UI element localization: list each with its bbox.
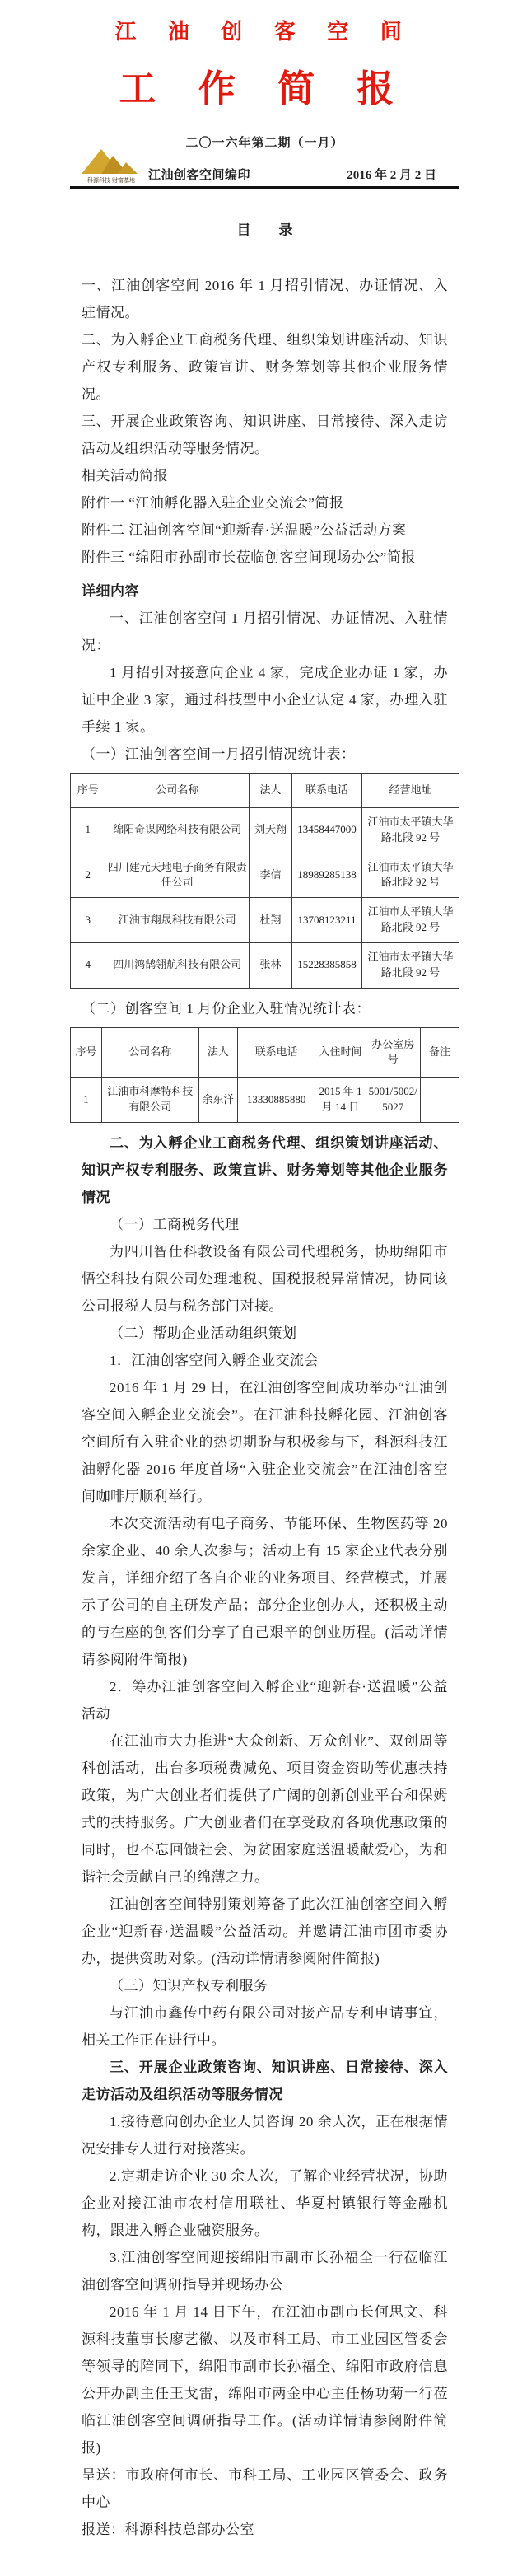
pyramid-logo-icon xyxy=(77,147,146,176)
section-2-sub-1-paragraph: 为四川智仕科教设备有限公司代理税务，协助绵阳市悟空科技有限公司处理地税、国税报税异常情况，协同该公司报税人员与税务部门对接。 xyxy=(82,1243,448,1314)
attachment-2: 附件二 江油创客空间“迎新春·送温暖”公益活动方案 xyxy=(82,522,407,538)
section-2-item-2-paragraph-1: 在江油市大力推进“大众创新、万众创业”、双创周等科创活动，出台多项税费减免、项目资金资助等优惠扶持政策，为广大创业者们提供了广阔的创新创业平台和保姆式的扶持服务。广大创业者们在享受政府各项优惠政策的同时，也不忘回馈社会、为贫困家庭送温暖献爱心，为和谐社会贡献自己的绵薄之力。 xyxy=(82,1732,448,1885)
publish-date: 2016 年 2 月 2 日 xyxy=(347,169,436,182)
table-cell: 四川建元天地电子商务有限责任公司 xyxy=(105,853,250,898)
table-cell: 15228385858 xyxy=(292,942,362,988)
table-cell: 4 xyxy=(71,942,105,988)
column-header: 经营地址 xyxy=(361,774,459,808)
table-row xyxy=(71,853,459,898)
table-cell: 四川鸿鹄翎航科技有限公司 xyxy=(105,942,250,988)
table-cell: 江油市太平镇大华路北段 92 号 xyxy=(361,898,459,943)
table-cell: 18989285138 xyxy=(292,853,362,898)
table-cell: 13330885880 xyxy=(237,1078,315,1123)
table-cell: 江油市太平镇大华路北段 92 号 xyxy=(361,942,459,988)
section-2-item-1-heading: 1．江油创客空间入孵企业交流会 xyxy=(110,1352,319,1368)
table-cell: 13708123211 xyxy=(292,898,362,943)
table-cell: 2 xyxy=(71,853,105,898)
attachment-1: 附件一 “江油孵化器入驻企业交流会”简报 xyxy=(82,495,344,511)
table-cell: 绵阳奇谋网络科技有限公司 xyxy=(105,807,250,853)
table-cell: 3 xyxy=(71,898,105,943)
table-cell: 刘天翔 xyxy=(250,807,292,853)
section-2-sub-1-heading: （一）工商税务代理 xyxy=(110,1216,240,1232)
table-cell: 1 xyxy=(71,807,105,853)
table-cell: 2015 年 1 月 14 日 xyxy=(315,1078,366,1123)
section-2-item-2-paragraph-2: 江油创客空间特别策划筹备了此次江油创客空间入孵企业“迎新春·送温暖”公益活动。并邀请江油市团市委协办，提供资助对象。(活动详情请参阅附件简报) xyxy=(82,1896,448,1966)
related-activities-label: 相关活动简报 xyxy=(82,468,168,484)
table-cell: 江油市太平镇大华路北段 92 号 xyxy=(361,807,459,853)
cc-line: 呈送：市政府何市长、市科工局、工业园区管委会、政务中心 xyxy=(82,2466,448,2510)
section-2 xyxy=(70,1129,459,2054)
column-header: 法人 xyxy=(250,774,292,808)
table-row xyxy=(71,807,459,853)
section-2-sub-2-heading: （二）帮助企业活动组织策划 xyxy=(110,1325,297,1341)
section-1-heading: 一、江油创客空间 1 月招引情况、办证情况、入驻情况： xyxy=(82,610,448,653)
toc-heading: 目 录 xyxy=(236,222,293,238)
section-3 xyxy=(70,2054,459,2461)
attachment-3: 附件三 “绵阳市孙副市长莅临创客空间现场办公”简报 xyxy=(82,549,416,565)
section-2-sub-3-heading: （三）知识产权专利服务 xyxy=(110,1977,268,1994)
column-header: 备注 xyxy=(420,1027,459,1078)
section-3-item-1: 1.接待意向创办企业人员咨询 20 余人次，正在根据情况安排专人进行对接落实。 xyxy=(82,2113,448,2157)
table-cell: 张林 xyxy=(250,942,292,988)
table-cell: 余东洋 xyxy=(198,1078,237,1123)
section-2-item-1-paragraph-2: 本次交流活动有电子商务、节能环保、生物医药等 20 余家企业、40 余人次参与；活动上有 15 家企业代表分别发言，详细介绍了各自企业的业务项目、经营模式，并展示了公司的自主研发产品；部分企业创办人，还积极主动的与在座的创客们分享了自己艰辛的创业历程。(活动详情请参阅附件简报) xyxy=(82,1515,448,1667)
doc-title: 工 作 简 报 xyxy=(119,68,411,110)
column-header: 联系电话 xyxy=(237,1027,315,1078)
section-2-item-2-heading: 2．筹办江油创客空间入孵企业“迎新春·送温暖”公益活动 xyxy=(82,1678,448,1722)
logo-caption: 科源科技 财富基地 xyxy=(87,178,135,184)
table-cell xyxy=(420,1078,459,1123)
toc-item-2: 二、为入孵企业工商税务代理、组织策划讲座活动、知识产权专利服务、政策宣讲、财务筹划等其他企业服务情况。 xyxy=(82,332,448,402)
org-title: 江 油 创 客 空 间 xyxy=(114,20,415,44)
header-bottom-rule xyxy=(70,152,459,189)
publisher-label: 江油创客空间编印 xyxy=(148,169,251,182)
section-2-item-1-paragraph-1: 2016 年 1 月 29 日，在江油创客空间成功举办“江油创客空间入孵企业交流会”。在江油科技孵化园、江油创客空间所有入驻企业的热切期盼与积极参与下，科源科技江油孵化器 2016 年度首场“入驻企业交流会”在江油创客空间咖啡厅顺利举行。 xyxy=(82,1379,448,1504)
column-header: 序号 xyxy=(71,774,105,808)
column-header: 公司名称 xyxy=(101,1027,198,1078)
column-header: 法人 xyxy=(198,1027,237,1078)
toc xyxy=(70,272,459,571)
table-row xyxy=(71,942,459,988)
move-in-stats-table xyxy=(70,1027,459,1123)
table-header-row xyxy=(71,1027,459,1078)
company-logo xyxy=(77,147,146,185)
toc-item-3: 三、开展企业政策咨询、知识讲座、日常接待、深入走访活动及组织活动等服务情况。 xyxy=(82,414,448,456)
table-cell: 江油市太平镇大华路北段 92 号 xyxy=(361,853,459,898)
section-2-sub-3-paragraph: 与江油市鑫传中药有限公司对接产品专利申请事宜，相关工作正在进行中。 xyxy=(82,2004,448,2048)
table-header-row xyxy=(71,774,459,808)
section-2-heading: 二、为入孵企业工商税务代理、组织策划讲座活动、知识产权专利服务、政策宣讲、财务筹划等其他企业服务情况 xyxy=(82,1134,448,1205)
recruitment-stats-table xyxy=(70,773,459,989)
section-1-paragraph: 1 月招引对接意向企业 4 家，完成企业办证 1 家，办证中企业 3 家，通过科技型中小企业认定 4 家，办理入驻手续 1 家。 xyxy=(82,665,448,735)
column-header: 办公室房号 xyxy=(366,1027,420,1078)
table-row xyxy=(71,898,459,943)
report-line: 报送：科源科技总部办公室 xyxy=(82,2521,254,2537)
details-label: 详细内容 xyxy=(82,583,139,599)
table-cell: 13458447000 xyxy=(292,807,362,853)
toc-item-1: 一、江油创客空间 2016 年 1 月招引情况、办证情况、入驻情况。 xyxy=(82,278,448,320)
section-3-item-2: 2.定期走访企业 30 余人次，了解企业经营状况，协助企业对接江油市农村信用联社、华夏村镇银行等金融机构，跟进入孵企业融资服务。 xyxy=(82,2167,448,2238)
table-cell: 1 xyxy=(71,1078,102,1123)
section-3-item-3-paragraph: 2016 年 1 月 14 日下午，在江油市副市长何思文、科源科技董事长廖艺徽、以及市科工局、市工业园区管委会等领导的陪同下，绵阳市副市长孙福全、绵阳市政府信息公开办副主任王戈雷，绵阳市两金中心主任杨功菊一行莅临江油创客空间调研指导工作。(活动详情请参阅附件简报) xyxy=(82,2303,448,2456)
table-cell: 江油市科摩特科技有限公司 xyxy=(101,1078,198,1123)
issue-line: 二〇一六年第二期（一月） xyxy=(185,137,344,150)
table-cell: 江油市翔晟科技有限公司 xyxy=(105,898,250,943)
table-row xyxy=(71,1078,459,1123)
report-header xyxy=(70,15,459,189)
column-header: 入住时间 xyxy=(315,1027,366,1078)
column-header: 序号 xyxy=(71,1027,102,1078)
table-1-caption: （一）江油创客空间一月招引情况统计表： xyxy=(82,746,356,762)
column-header: 联系电话 xyxy=(292,774,362,808)
distribution-footer xyxy=(70,2461,459,2543)
section-1 xyxy=(70,605,459,1123)
table-cell: 李信 xyxy=(250,853,292,898)
table-cell: 杜翔 xyxy=(250,898,292,943)
section-3-item-3-heading: 3.江油创客空间迎接绵阳市副市长孙福全一行莅临江油创客空间调研指导并现场办公 xyxy=(82,2249,448,2293)
table-cell: 5001/5002/5027 xyxy=(366,1078,420,1123)
column-header: 公司名称 xyxy=(105,774,250,808)
section-3-heading: 三、开展企业政策咨询、知识讲座、日常接待、深入走访活动及组织活动等服务情况 xyxy=(82,2059,448,2102)
table-2-caption: （二）创客空间 1 月份企业入驻情况统计表： xyxy=(82,1000,371,1017)
